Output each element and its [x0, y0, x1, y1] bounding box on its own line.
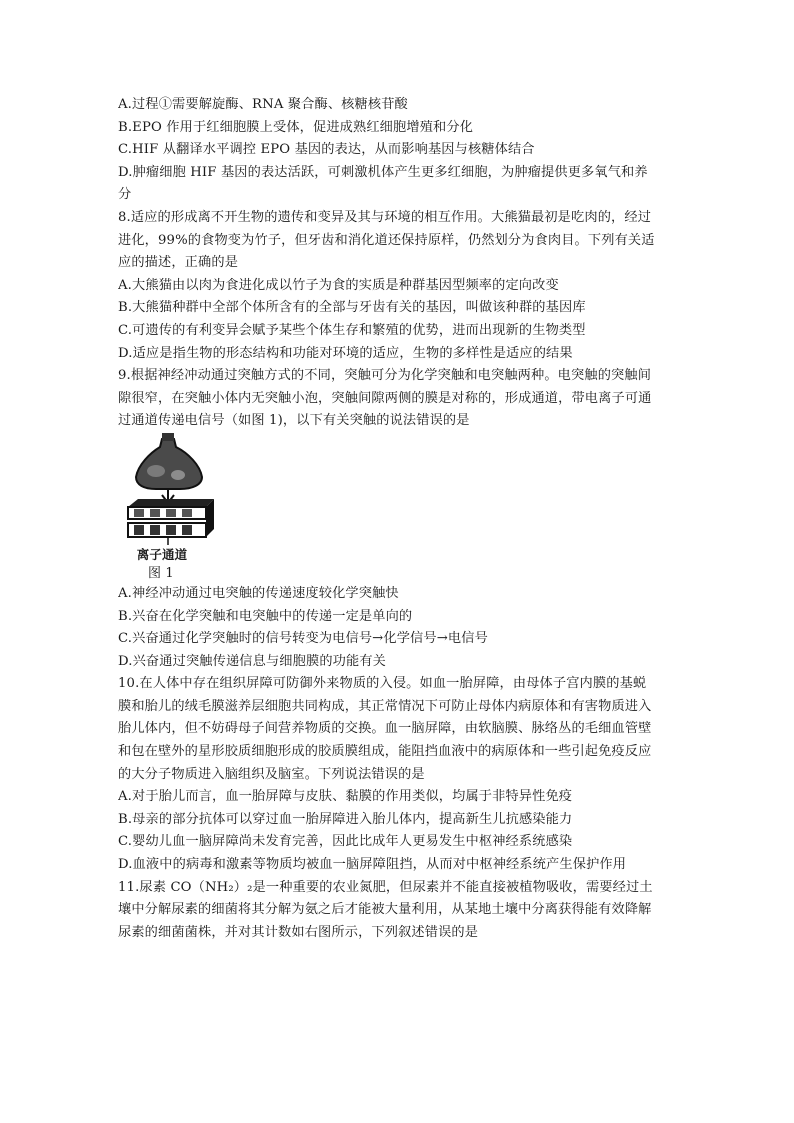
q8-option-b: B.大熊猫种群中全部个体所含有的全部与牙齿有关的基因，叫做该种群的基因库	[118, 300, 586, 316]
q10-option-a: A.对于胎儿而言，血一胎屏障与皮肤、黏膜的作用类似，均属于非特异性免疫	[118, 789, 573, 805]
ion-channel-shape	[150, 525, 160, 535]
question-11	[118, 877, 680, 945]
figure-label-ion-channel: 离子通道	[136, 546, 188, 562]
q7-option-b: B.EPO 作用于红细胞膜上受体，促进成熟红细胞增殖和分化	[118, 119, 474, 135]
q9-option-a: A.神经冲动通过电突触的传递速度较化学突触快	[118, 585, 399, 601]
q8-option-d: D.适应是指生物的形态结构和功能对环境的适应，生物的多样性是适应的结果	[118, 345, 573, 361]
q9-option-c: C.兴奋通过化学突触时的信号转变为电信号→化学信号→电信号	[118, 631, 488, 647]
q9-stem-line: 隙很窄，在突触小体内无突触小泡，突触间隙两侧的膜是对称的，形成通道，带电离子可通	[118, 390, 652, 406]
q10-stem-line: 膜和胎儿的绒毛膜滋养层细胞共同构成，其正常情况下可防止母体内病原体和有害物质进入	[118, 698, 652, 714]
question-8	[118, 207, 680, 365]
q7-option-a: A.过程①需要解旋酶、RNA 聚合酶、核糖核苷酸	[118, 97, 408, 112]
q10-option-d: D.血液中的病毒和激素等物质均被血一脑屏障阻挡，从而对中枢神经系统产生保护作用	[118, 857, 627, 873]
synapse-illustration	[122, 433, 222, 545]
q8-option-a: A.大熊猫由以肉为食进化成以竹子为食的实质是种群基因型频率的定向改变	[118, 277, 559, 293]
ion-channel-shape	[182, 509, 192, 517]
knob-highlight-shape	[147, 465, 165, 477]
ion-channel-shape	[134, 509, 144, 517]
presynaptic-terminal-shape	[136, 439, 202, 489]
question-7-options	[118, 94, 680, 207]
q7-option-d-continued: 分	[118, 187, 132, 203]
ion-channel-shape	[166, 509, 176, 517]
ion-channel-shape	[150, 509, 160, 517]
q8-stem-line: 进化，99%的食物变为竹子，但牙齿和消化道还保持原样，仍然划分为食肉目。下列有关适	[118, 232, 655, 248]
knob-highlight-shape	[171, 470, 185, 480]
q9-option-d: D.兴奋通过突触传递信息与细胞膜的功能有关	[118, 653, 387, 669]
q7-option-d: D.肿瘤细胞 HIF 基因的表达活跃，可刺激机体产生更多红细胞，为肿瘤提供更多氧气和养	[118, 164, 648, 180]
q9-option-b: B.兴奋在化学突触和电突触中的传递一定是单向的	[118, 608, 413, 624]
ion-channel-shape	[134, 525, 144, 535]
ion-channel-shape	[182, 525, 192, 535]
q8-stem-line: 8.适应的形成离不开生物的遗传和变异及其与环境的相互作用。大熊猫最初是吃肉的，经过	[118, 209, 652, 225]
q10-stem-line: 胎儿体内，但不妨碍母子间营养物质的交换。血一脑屏障，由软脑膜、脉络丛的毛细血管壁	[118, 721, 652, 737]
membrane-top-face	[128, 499, 214, 507]
q11-stem-line: 尿素的细菌菌株，并对其计数如右图所示，下列叙述错误的是	[118, 924, 479, 940]
question-10	[118, 673, 680, 876]
q11-stem-line: 壤中分解尿素的细菌将其分解为氨之后才能被大量利用，从某地土壤中分离获得能有效降解	[118, 902, 652, 918]
figure-1-electrical-synapse	[122, 433, 222, 583]
q10-stem-line: 10.在人体中存在组织屏障可防御外来物质的入侵。如血一胎屏障，由母体子宫内膜的基蜕	[118, 676, 647, 692]
axon-stem-shape	[162, 433, 174, 441]
q8-stem-line: 应的描述，正确的是	[118, 255, 239, 271]
page-content	[118, 94, 680, 944]
q8-option-c: C.可遗传的有利变异会赋予某些个体生存和繁殖的优势，进而出现新的生物类型	[118, 322, 586, 338]
figure-caption: 图 1	[148, 565, 174, 581]
q10-option-b: B.母亲的部分抗体可以穿过血一胎屏障进入胎儿体内，提高新生儿抗感染能力	[118, 811, 573, 827]
q10-stem-line: 和包在壁外的星形胶质细胞形成的胶质膜组成，能阻挡血液中的病原体和一些引起免疫反应	[118, 744, 652, 760]
ion-channel-shape	[166, 525, 176, 535]
q10-option-c: C.婴幼儿血一脑屏障尚未发育完善，因此比成年人更易发生中枢神经系统感染	[118, 834, 573, 850]
q9-stem-line: 过通道传递电信号（如图 1)，以下有关突触的说法错误的是	[118, 413, 470, 429]
question-9	[118, 365, 680, 673]
q9-stem-line: 9.根据神经冲动通过突触方式的不同，突触可分为化学突触和电突触两种。电突触的突触间	[118, 368, 652, 384]
q10-stem-line: 的大分子物质进入脑组织及脑室。下列说法错误的是	[118, 766, 425, 782]
q11-stem-line: 11.尿素 CO（NH₂）₂是一种重要的农业氮肥，但尿素并不能直接被植物吸收，需要经过土	[118, 879, 653, 895]
q7-option-c: C.HIF 从翻译水平调控 EPO 基因的表达，从而影响基因与核糖体结合	[118, 142, 535, 158]
